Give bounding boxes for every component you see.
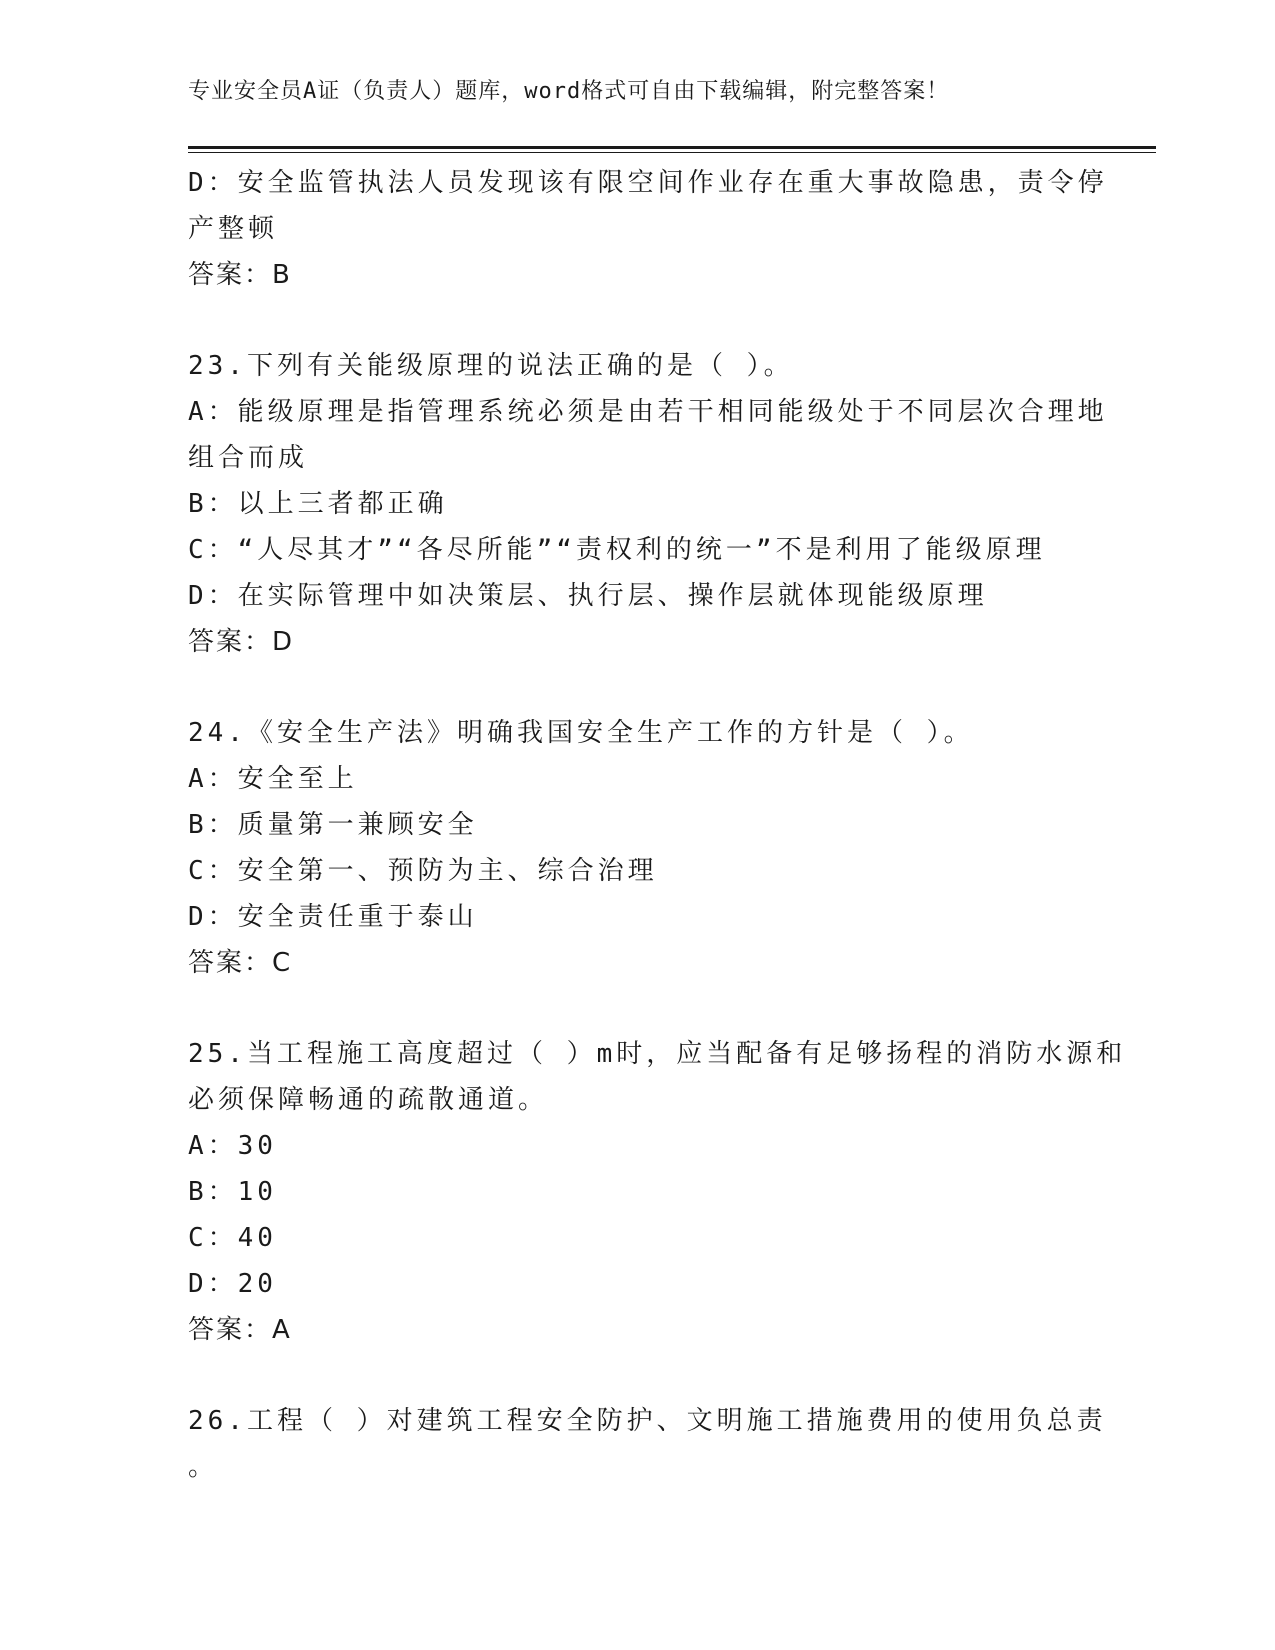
page-header: 专业安全员A证（负责人）题库，word格式可自由下载编辑，附完整答案！ [188,79,950,104]
option-a-continued: 组合而成 [188,443,309,473]
question-text: 26.工程（ ）对建筑工程安全防护、文明施工措施费用的使用负总责 [188,1406,1107,1436]
answer: 答案：A [188,1315,292,1345]
option-c: C：安全第一、预防为主、综合治理 [188,856,658,886]
header-rule-thick [188,146,1156,149]
option-b: B：10 [188,1177,277,1207]
option-a: A：30 [188,1131,277,1161]
spacer [188,298,1088,343]
question-25 [188,1031,1127,1353]
question-text-continued: 。 [188,1452,219,1482]
header-rule-thin [188,152,1156,153]
option-b: B：以上三者都正确 [188,489,448,519]
question-text-continued: 必须保障畅通的疏散通道。 [188,1085,549,1115]
spacer [188,1353,1088,1398]
question-24 [188,710,1088,986]
option-d: D：安全监管执法人员发现该有限空间作业存在重大事故隐患，责令停 [188,168,1108,198]
previous-question-tail [188,160,1108,298]
question-23 [188,343,1108,665]
option-d: D：安全责任重于泰山 [188,902,478,932]
question-text: 25.当工程施工高度超过（ ）m时，应当配备有足够扬程的消防水源和 [188,1039,1127,1069]
option-d: D：20 [188,1269,277,1299]
question-content [188,160,1127,1490]
question-text: 24.《安全生产法》明确我国安全生产工作的方针是（ ）。 [188,718,974,748]
question-26 [188,1398,1107,1490]
option-a: A：安全至上 [188,764,358,794]
answer: 答案：B [188,260,292,290]
option-a: A：能级原理是指管理系统必须是由若干相同能级处于不同层次合理地 [188,397,1108,427]
option-d: D：在实际管理中如决策层、执行层、操作层就体现能级原理 [188,581,988,611]
question-text: 23.下列有关能级原理的说法正确的是（ ）。 [188,351,794,381]
option-c: C：“人尽其才”“各尽所能”“责权利的统一”不是利用了能级原理 [188,535,1046,565]
answer: 答案：C [188,948,293,978]
spacer [188,986,1088,1031]
option-c: C：40 [188,1223,277,1253]
option-d-continued: 产整顿 [188,214,279,244]
option-b: B：质量第一兼顾安全 [188,810,478,840]
answer: 答案：D [188,627,295,657]
spacer [188,665,1088,710]
